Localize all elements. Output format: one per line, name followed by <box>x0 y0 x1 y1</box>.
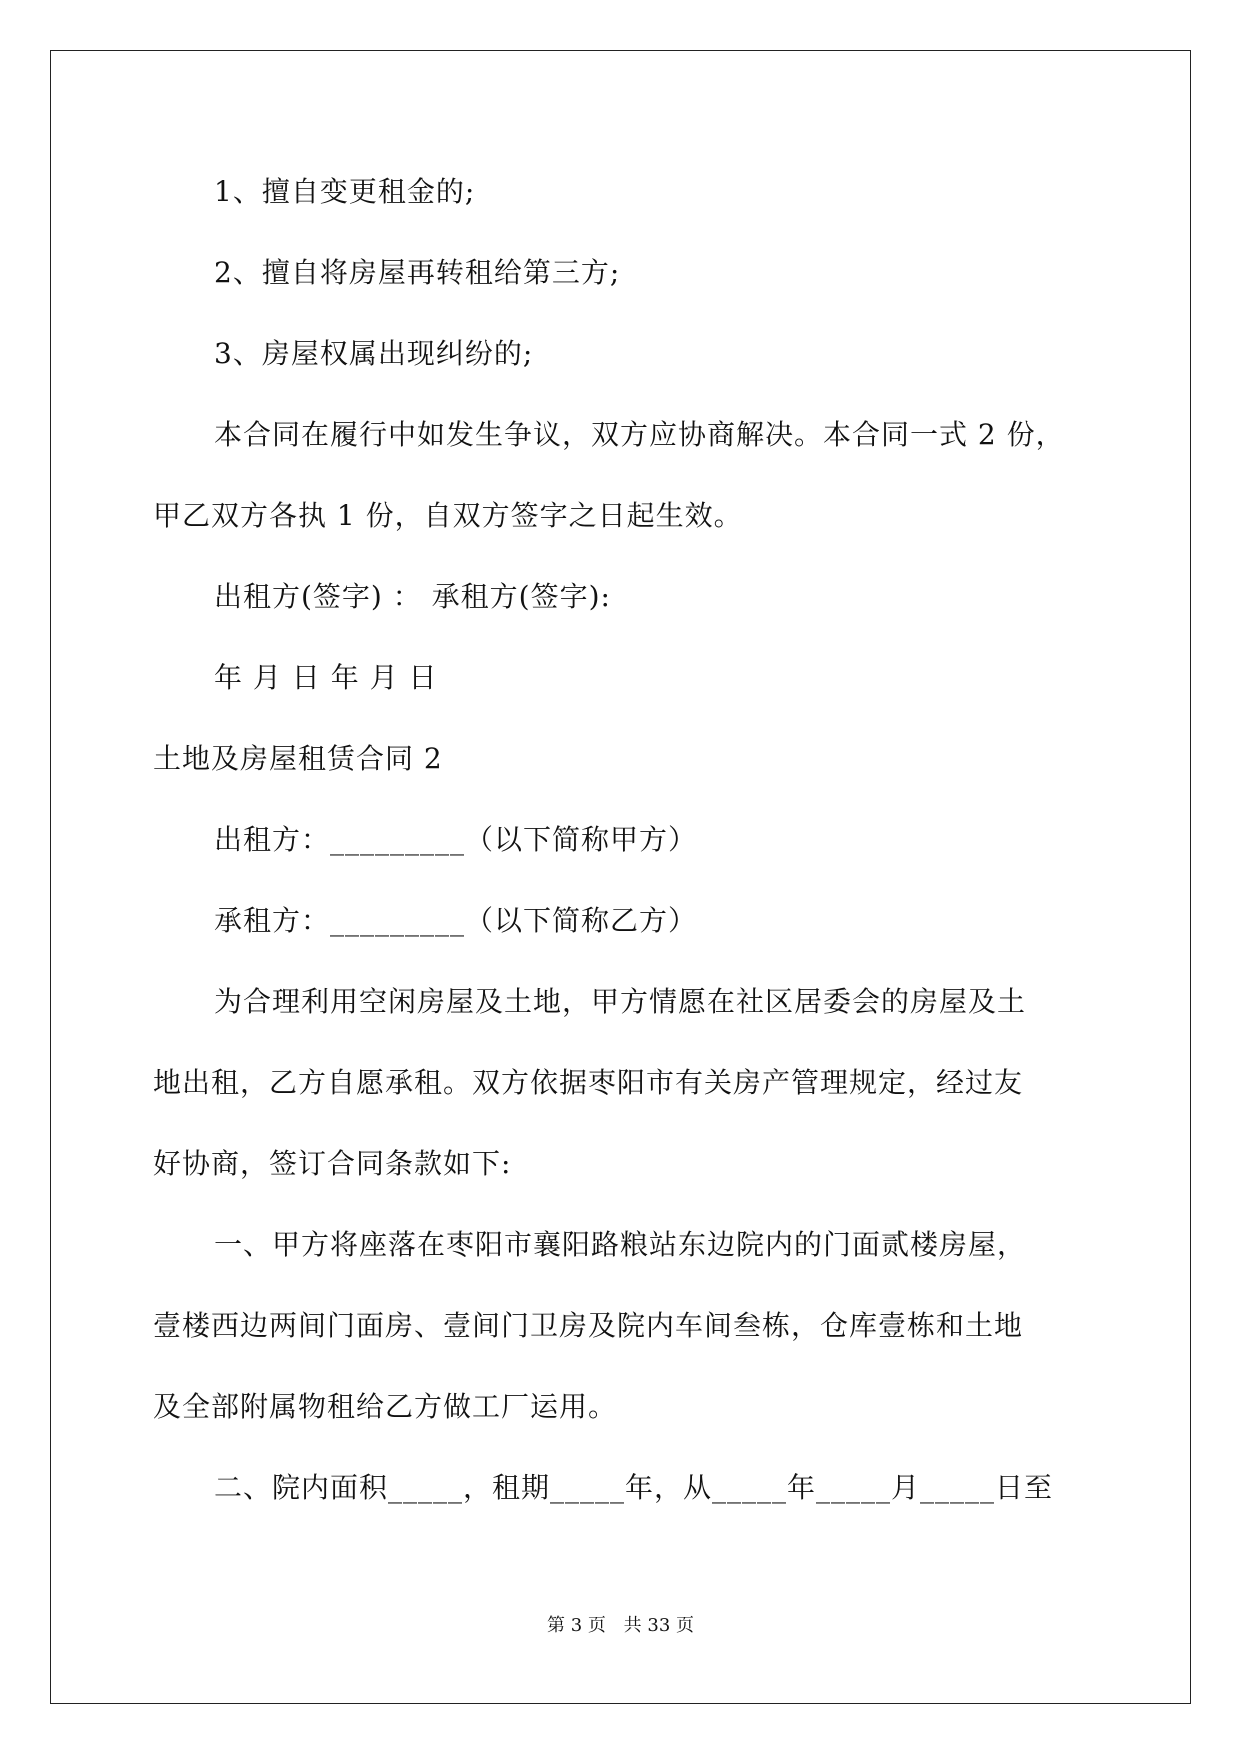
section-title: 土地及房屋租赁合同 2 <box>153 742 443 775</box>
date-line: 年 月 日 年 月 日 <box>214 661 438 694</box>
paragraph-purpose-line-2: 地出租，乙方自愿承租。双方依据枣阳市有关房产管理规定，经过友 <box>153 1066 1024 1099</box>
paragraph-dispute-line-1: 本合同在履行中如发生争议，双方应协商解决。本合同一式 2 份， <box>214 418 1065 451</box>
clause-1-line-1: 一、甲方将座落在枣阳市襄阳路粮站东边院内的门面贰楼房屋， <box>214 1228 1027 1261</box>
paragraph-purpose-line-1: 为合理利用空闲房屋及土地，甲方情愿在社区居委会的房屋及土 <box>214 985 1027 1018</box>
lessor-line: 出租方：_________（以下简称甲方） <box>214 823 698 856</box>
page-border <box>50 50 1191 1704</box>
clause-1-line-3: 及全部附属物租给乙方做工厂运用。 <box>153 1390 618 1423</box>
clause-2-line-1: 二、院内面积_____，租期_____年，从_____年_____月_____日至 <box>214 1471 1054 1504</box>
page-total: 共 33 页 <box>623 1615 694 1636</box>
page-number: 第 3 页 <box>547 1615 606 1636</box>
list-item-1: 1、擅自变更租金的; <box>214 175 476 208</box>
list-item-3: 3、房屋权属出现纠纷的; <box>214 337 534 370</box>
paragraph-purpose-line-3: 好协商，签订合同条款如下: <box>153 1147 512 1180</box>
list-item-2: 2、擅自将房屋再转租给第三方; <box>214 256 621 289</box>
lessee-line: 承租方：_________（以下简称乙方） <box>214 904 698 937</box>
paragraph-dispute-line-2: 甲乙双方各执 1 份，自双方签字之日起生效。 <box>153 499 743 532</box>
page-footer <box>0 1614 1241 1638</box>
clause-1-line-2: 壹楼西边两间门面房、壹间门卫房及院内车间叁栋，仓库壹栋和土地 <box>153 1309 1024 1342</box>
signature-line: 出租方(签字) ： 承租方(签字): <box>214 580 611 613</box>
